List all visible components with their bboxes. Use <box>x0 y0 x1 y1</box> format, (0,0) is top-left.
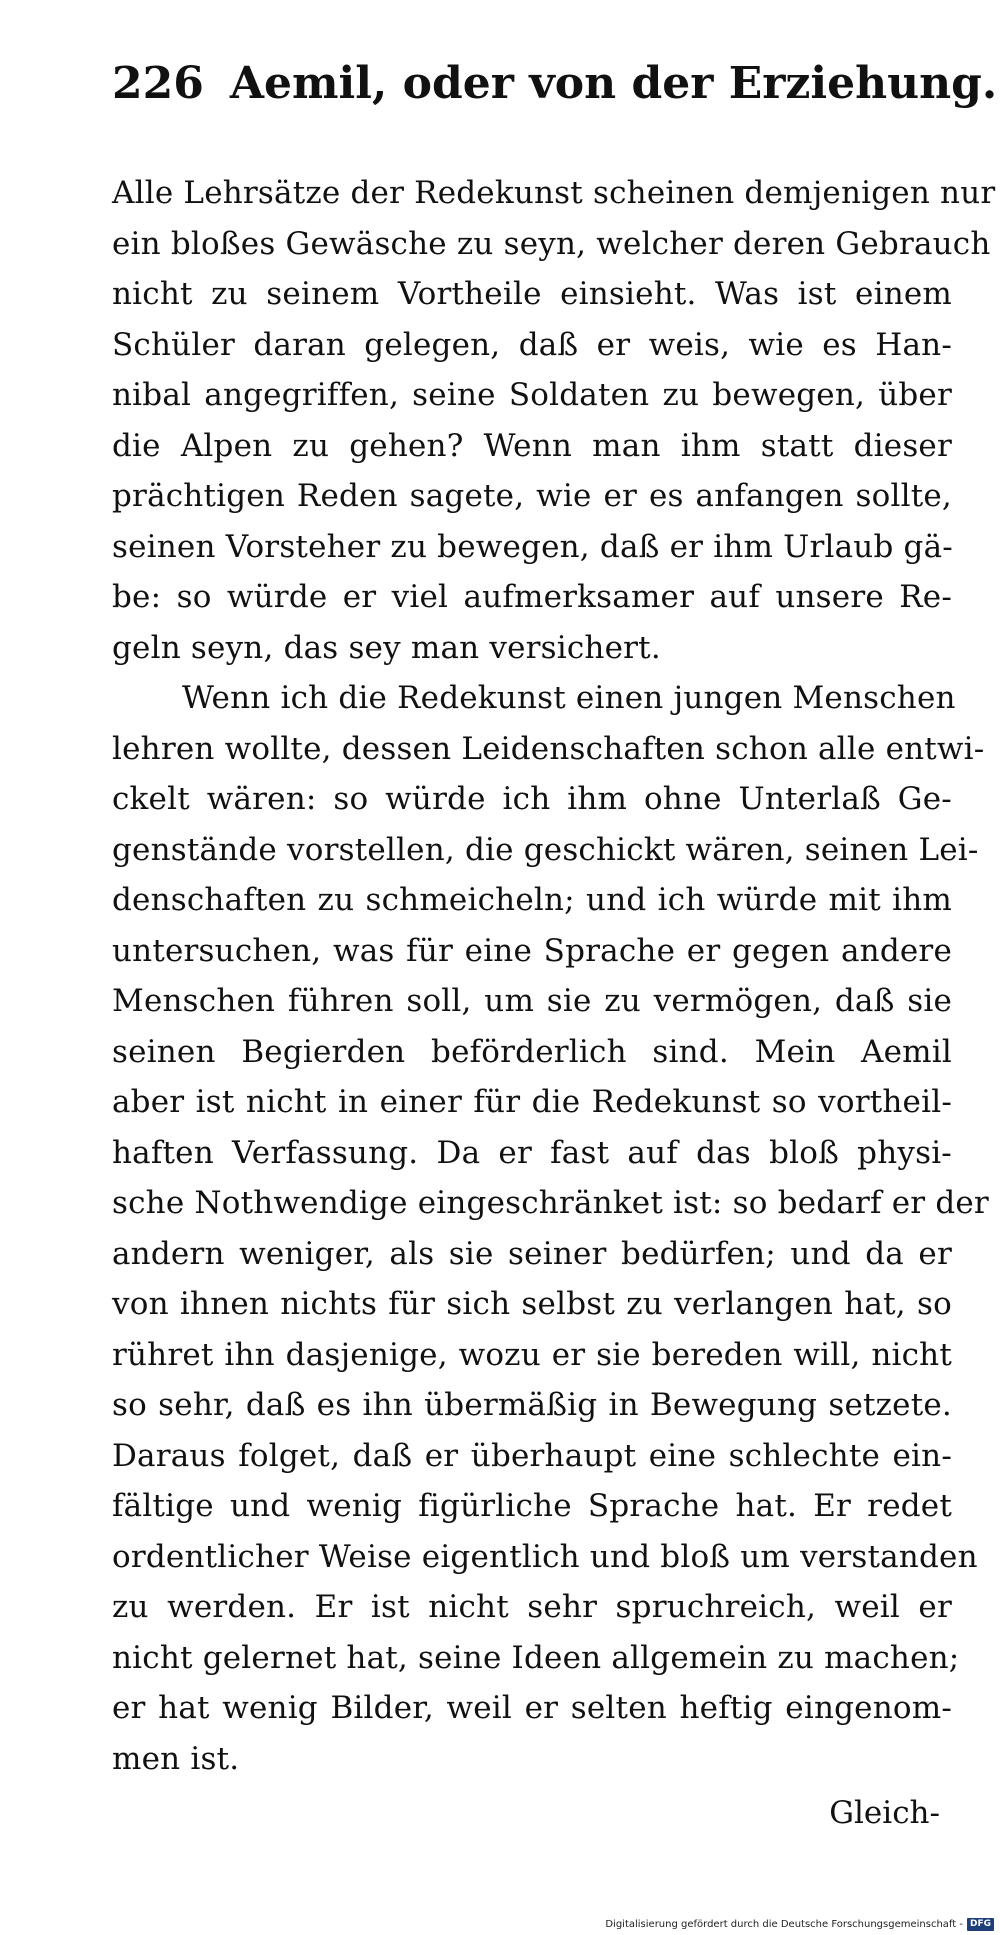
credit-text: Digitalisierung gefördert durch die Deutsche Forschungsgemeinschaft - <box>605 1919 963 1930</box>
dfg-logo: DFG <box>967 1918 994 1931</box>
text-line: geln seyn, das sey man versichert. <box>112 629 661 666</box>
text-line: ein bloßes Gewäsche zu seyn, welcher deren Gebrauch <box>112 225 991 262</box>
text-line: seinen Vorsteher zu bewegen, daß er ihm Urlaub gä- <box>112 528 953 565</box>
digitization-credit <box>605 1918 994 1931</box>
body-text <box>112 168 996 1784</box>
text-line: zu werden. Er ist nicht sehr spruchreich, weil er <box>112 1589 952 1625</box>
text-line: fältige und wenig figürliche Sprache hat. Er redet <box>112 1488 952 1524</box>
running-title: Aemil, oder von der Erziehung. <box>229 58 998 109</box>
text-line: genstände vorstellen, die geschickt wären, seinen Lei- <box>112 831 979 868</box>
catchword: Gleich- <box>829 1795 940 1831</box>
text-line: Schüler daran gelegen, daß er weis, wie es Han- <box>112 326 952 363</box>
text-line: seinen Begierden beförderlich sind. Mein Aemil <box>112 1033 952 1070</box>
text-line: aber ist nicht in einer für die Redekunst so vortheil- <box>112 1084 952 1120</box>
text-line: Daraus folget, daß er überhaupt eine schlechte ein- <box>112 1437 952 1474</box>
text-line: Alle Lehrsätze der Redekunst scheinen demjenigen nur <box>112 175 996 211</box>
text-line: sche Nothwendige eingeschränket ist: so bedarf er der <box>112 1185 989 1221</box>
text-line: Menschen führen soll, um sie zu vermögen, daß sie <box>112 983 952 1019</box>
text-line: nicht zu seinem Vortheile einsieht. Was ist einem <box>112 276 952 312</box>
text-line: be: so würde er viel aufmerksamer auf unsere Re- <box>112 579 952 615</box>
text-line: so sehr, daß es ihn übermäßig in Bewegung setzete. <box>112 1387 952 1423</box>
text-line: men ist. <box>112 1740 240 1777</box>
text-line: untersuchen, was für eine Sprache er gegen andere <box>112 932 952 969</box>
page-header <box>112 58 997 128</box>
text-line: nicht gelernet hat, seine Ideen allgemein zu machen; <box>112 1639 960 1676</box>
text-line: er hat wenig Bilder, weil er selten heftig eingenom- <box>112 1690 952 1726</box>
text-line: ckelt wären: so würde ich ihm ohne Unterlaß Ge- <box>112 781 952 817</box>
text-line: prächtigen Reden sagete, wie er es anfangen sollte, <box>112 478 952 514</box>
text-line: die Alpen zu gehen? Wenn man ihm statt dieser <box>112 427 952 464</box>
text-line: andern weniger, als sie seiner bedürfen; und da er <box>112 1235 952 1272</box>
page-number: 226 <box>112 58 204 109</box>
text-line: nibal angegriffen, seine Soldaten zu bewegen, über <box>112 377 952 413</box>
text-line: von ihnen nichts für sich selbst zu verlangen hat, so <box>112 1286 952 1322</box>
text-line: denschaften zu schmeicheln; und ich würde mit ihm <box>112 882 952 918</box>
text-line: lehren wollte, dessen Leidenschaften schon alle entwi- <box>112 730 985 767</box>
text-line: haften Verfassung. Da er fast auf das bloß physi- <box>112 1134 952 1171</box>
text-line: Wenn ich die Redekunst einen jungen Menschen <box>182 680 956 716</box>
text-line: ordentlicher Weise eigentlich und bloß um verstanden <box>112 1538 978 1575</box>
text-line: rühret ihn dasjenige, wozu er sie bereden will, nicht <box>112 1336 952 1373</box>
